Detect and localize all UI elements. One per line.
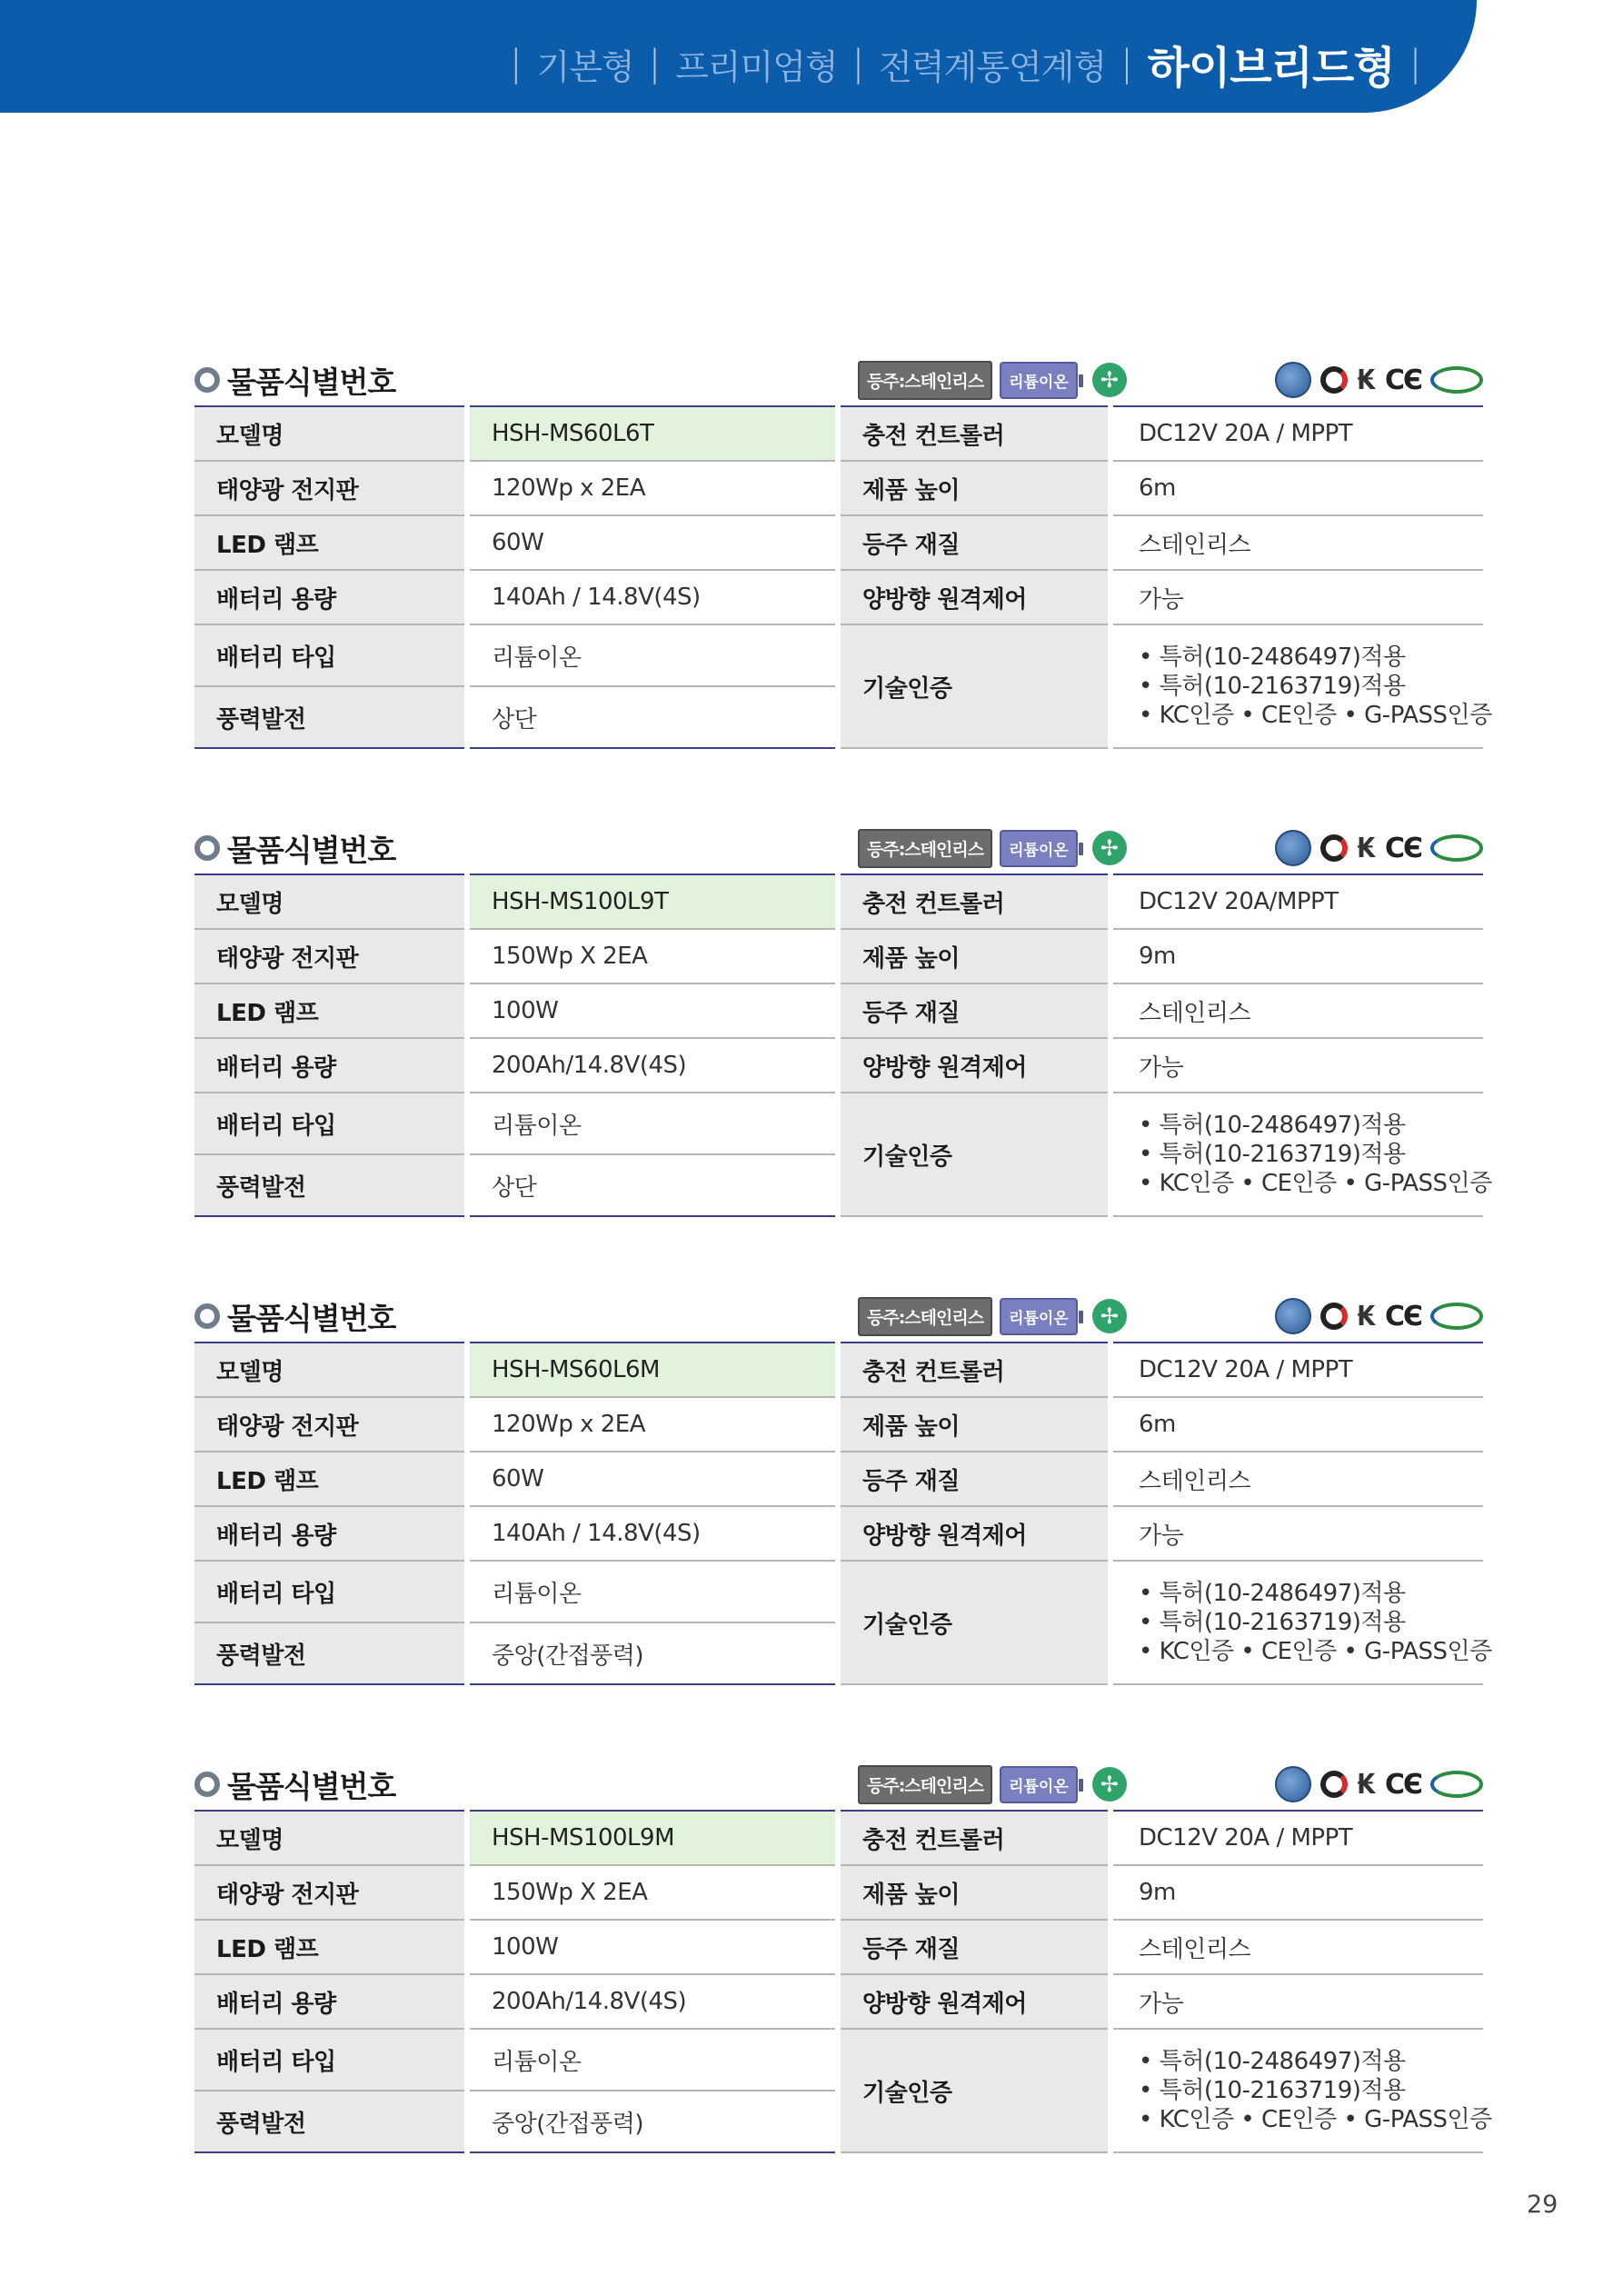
lithium-battery-badge: 리튬이온 xyxy=(1000,362,1078,399)
ce-mark-icon: CЄ xyxy=(1384,832,1421,864)
pole-material-label: 등주 재질 xyxy=(838,515,1110,570)
globe-cert-icon xyxy=(1275,362,1311,398)
remote-label: 양방향 원격제어 xyxy=(838,1974,1110,2029)
wind-turbine-icon: ✢ xyxy=(1092,1767,1127,1802)
controller-label: 충전 컨트롤러 xyxy=(838,874,1110,929)
spec-table xyxy=(194,1810,1492,2153)
remote-value: 가능 xyxy=(1110,1974,1483,2029)
height-value: 9m xyxy=(1110,929,1483,983)
tab-grid-connected[interactable]: 전력계통연계형 xyxy=(879,46,1107,87)
table-row xyxy=(194,1093,1483,1154)
pole-material-badge: 등주:스테인리스 xyxy=(858,361,992,400)
remote-value: 가능 xyxy=(1110,570,1483,624)
pole-material-value: 스테인리스 xyxy=(1110,1452,1483,1506)
height-value: 6m xyxy=(1110,461,1483,515)
block-header xyxy=(194,354,1483,405)
g-mark-icon xyxy=(1320,1771,1348,1798)
gpass-mark-icon xyxy=(1430,1303,1483,1330)
model-value: HSH-MS100L9T xyxy=(467,874,838,929)
battery-type-value: 리튬이온 xyxy=(467,1561,838,1622)
page-number: 29 xyxy=(1527,2191,1558,2219)
spec-table xyxy=(194,1342,1492,1685)
block-header xyxy=(194,1291,1483,1342)
pole-material-badge: 등주:스테인리스 xyxy=(858,1297,992,1336)
height-label: 제품 높이 xyxy=(838,1397,1110,1452)
tech-value xyxy=(1110,1093,1492,1216)
wind-turbine-icon: ✢ xyxy=(1092,1299,1127,1333)
table-row xyxy=(194,461,1483,515)
kc-mark-icon: ₭ xyxy=(1357,1300,1376,1333)
category-tabs: | 기본형 | 프리미엄형 | 전력계통연계형 | 하이브리드형 | xyxy=(495,36,1436,91)
model-value: HSH-MS60L6T xyxy=(467,406,838,461)
led-label: LED 램프 xyxy=(194,983,467,1038)
table-row xyxy=(194,1506,1483,1561)
ring-bullet-icon xyxy=(194,835,220,861)
globe-cert-icon xyxy=(1275,1766,1311,1802)
led-label: LED 램프 xyxy=(194,1452,467,1506)
lithium-battery-badge: 리튬이온 xyxy=(1000,830,1078,867)
gpass-mark-icon xyxy=(1430,366,1483,394)
ring-bullet-icon xyxy=(194,1303,220,1329)
battery-type-value: 리튬이온 xyxy=(467,624,838,686)
battery-type-value: 리튬이온 xyxy=(467,1093,838,1154)
model-label: 모델명 xyxy=(194,1343,467,1397)
wind-value: 상단 xyxy=(467,1154,838,1216)
table-row xyxy=(194,406,1483,461)
table-row xyxy=(194,624,1483,686)
model-value: HSH-MS100L9M xyxy=(467,1811,838,1865)
tech-line: • KC인증 • CE인증 • G-PASS인증 xyxy=(1139,1170,1492,1197)
tab-hybrid[interactable]: 하이브리드형 xyxy=(1147,42,1395,94)
product-block xyxy=(194,354,1492,749)
tech-line: • KC인증 • CE인증 • G-PASS인증 xyxy=(1139,702,1492,729)
pole-material-value: 스테인리스 xyxy=(1110,515,1483,570)
table-row xyxy=(194,929,1483,983)
ring-bullet-icon xyxy=(194,367,220,393)
wind-value: 상단 xyxy=(467,686,838,748)
table-row xyxy=(194,1865,1483,1920)
solar-value: 150Wp X 2EA xyxy=(467,1865,838,1920)
tech-label: 기술인증 xyxy=(838,1561,1110,1684)
battery-type-label: 배터리 타입 xyxy=(194,1561,467,1622)
capacity-label: 배터리 용량 xyxy=(194,1974,467,2029)
ring-bullet-icon xyxy=(194,1772,220,1797)
controller-value: DC12V 20A / MPPT xyxy=(1110,406,1483,461)
g-mark-icon xyxy=(1320,1303,1348,1330)
controller-value: DC12V 20A / MPPT xyxy=(1110,1343,1483,1397)
capacity-label: 배터리 용량 xyxy=(194,1038,467,1093)
tech-line: • 특허(10-2163719)적용 xyxy=(1139,1609,1406,1636)
ce-mark-icon: CЄ xyxy=(1384,1768,1421,1801)
table-row xyxy=(194,1343,1483,1397)
block-header xyxy=(194,1759,1483,1810)
pole-material-value: 스테인리스 xyxy=(1110,1920,1483,1974)
table-row xyxy=(194,874,1483,929)
tech-value xyxy=(1110,1561,1492,1684)
controller-label: 충전 컨트롤러 xyxy=(838,1343,1110,1397)
table-row xyxy=(194,1397,1483,1452)
controller-label: 충전 컨트롤러 xyxy=(838,406,1110,461)
led-value: 100W xyxy=(467,1920,838,1974)
product-block xyxy=(194,1291,1492,1685)
table-row xyxy=(194,1038,1483,1093)
tech-line: • 특허(10-2486497)적용 xyxy=(1139,2048,1406,2075)
tech-line: • 특허(10-2486497)적용 xyxy=(1139,1580,1406,1607)
tech-line: • 특허(10-2163719)적용 xyxy=(1139,1141,1406,1168)
certification-icons xyxy=(1275,362,1483,398)
battery-type-label: 배터리 타입 xyxy=(194,1093,467,1154)
tech-line: • 특허(10-2486497)적용 xyxy=(1139,1112,1406,1139)
battery-type-value: 리튬이온 xyxy=(467,2029,838,2091)
table-row xyxy=(194,515,1483,570)
solar-value: 150Wp X 2EA xyxy=(467,929,838,983)
certification-icons xyxy=(1275,830,1483,866)
section-title: 물품식별번호 xyxy=(227,832,396,868)
spec-table xyxy=(194,873,1492,1217)
led-value: 60W xyxy=(467,515,838,570)
table-row xyxy=(194,1452,1483,1506)
tech-label: 기술인증 xyxy=(838,624,1110,748)
battery-type-label: 배터리 타입 xyxy=(194,2029,467,2091)
kc-mark-icon: ₭ xyxy=(1357,1768,1376,1801)
pole-material-label: 등주 재질 xyxy=(838,1452,1110,1506)
capacity-value: 200Ah/14.8V(4S) xyxy=(467,1038,838,1093)
controller-label: 충전 컨트롤러 xyxy=(838,1811,1110,1865)
tech-value xyxy=(1110,2029,1492,2152)
lithium-battery-badge: 리튬이온 xyxy=(1000,1766,1078,1803)
model-label: 모델명 xyxy=(194,874,467,929)
led-value: 60W xyxy=(467,1452,838,1506)
certification-icons xyxy=(1275,1766,1483,1802)
tech-line: • KC인증 • CE인증 • G-PASS인증 xyxy=(1139,2106,1492,2133)
remote-label: 양방향 원격제어 xyxy=(838,570,1110,624)
globe-cert-icon xyxy=(1275,1298,1311,1334)
height-value: 9m xyxy=(1110,1865,1483,1920)
led-label: LED 램프 xyxy=(194,515,467,570)
pole-material-label: 등주 재질 xyxy=(838,983,1110,1038)
remote-label: 양방향 원격제어 xyxy=(838,1506,1110,1561)
tech-line: • 특허(10-2163719)적용 xyxy=(1139,673,1406,700)
product-block xyxy=(194,823,1492,1217)
solar-value: 120Wp x 2EA xyxy=(467,1397,838,1452)
product-block xyxy=(194,1759,1492,2153)
block-header xyxy=(194,823,1483,873)
tech-value xyxy=(1110,624,1492,748)
table-row xyxy=(194,1920,1483,1974)
wind-label: 풍력발전 xyxy=(194,1154,467,1216)
wind-label: 풍력발전 xyxy=(194,2091,467,2152)
ce-mark-icon: CЄ xyxy=(1384,364,1421,396)
table-row xyxy=(194,983,1483,1038)
gpass-mark-icon xyxy=(1430,1771,1483,1798)
tech-label: 기술인증 xyxy=(838,1093,1110,1216)
remote-value: 가능 xyxy=(1110,1038,1483,1093)
spec-table xyxy=(194,405,1492,749)
capacity-value: 140Ah / 14.8V(4S) xyxy=(467,1506,838,1561)
tab-basic[interactable]: 기본형 xyxy=(536,46,634,87)
kc-mark-icon: ₭ xyxy=(1357,832,1376,864)
model-label: 모델명 xyxy=(194,406,467,461)
wind-label: 풍력발전 xyxy=(194,1622,467,1684)
globe-cert-icon xyxy=(1275,830,1311,866)
section-title: 물품식별번호 xyxy=(227,1300,396,1336)
solar-label: 태양광 전지판 xyxy=(194,929,467,983)
tech-label: 기술인증 xyxy=(838,2029,1110,2152)
battery-type-label: 배터리 타입 xyxy=(194,624,467,686)
controller-value: DC12V 20A/MPPT xyxy=(1110,874,1483,929)
section-title: 물품식별번호 xyxy=(227,1768,396,1804)
model-value: HSH-MS60L6M xyxy=(467,1343,838,1397)
height-label: 제품 높이 xyxy=(838,929,1110,983)
tech-line: • 특허(10-2486497)적용 xyxy=(1139,644,1406,671)
height-label: 제품 높이 xyxy=(838,461,1110,515)
capacity-label: 배터리 용량 xyxy=(194,570,467,624)
solar-label: 태양광 전지판 xyxy=(194,461,467,515)
table-row xyxy=(194,2029,1483,2091)
model-label: 모델명 xyxy=(194,1811,467,1865)
wind-turbine-icon: ✢ xyxy=(1092,831,1127,865)
pole-material-label: 등주 재질 xyxy=(838,1920,1110,1974)
tab-premium[interactable]: 프리미엄형 xyxy=(675,46,838,87)
wind-value: 중앙(간접풍력) xyxy=(467,1622,838,1684)
pole-material-badge: 등주:스테인리스 xyxy=(858,829,992,868)
capacity-value: 200Ah/14.8V(4S) xyxy=(467,1974,838,2029)
certification-icons xyxy=(1275,1298,1483,1334)
wind-value: 중앙(간접풍력) xyxy=(467,2091,838,2152)
wind-label: 풍력발전 xyxy=(194,686,467,748)
solar-label: 태양광 전지판 xyxy=(194,1865,467,1920)
table-row xyxy=(194,570,1483,624)
pole-material-value: 스테인리스 xyxy=(1110,983,1483,1038)
controller-value: DC12V 20A / MPPT xyxy=(1110,1811,1483,1865)
remote-label: 양방향 원격제어 xyxy=(838,1038,1110,1093)
kc-mark-icon: ₭ xyxy=(1357,364,1376,396)
g-mark-icon xyxy=(1320,834,1348,862)
led-value: 100W xyxy=(467,983,838,1038)
gpass-mark-icon xyxy=(1430,834,1483,862)
table-row xyxy=(194,1811,1483,1865)
solar-value: 120Wp x 2EA xyxy=(467,461,838,515)
table-row xyxy=(194,1974,1483,2029)
table-row xyxy=(194,1561,1483,1622)
lithium-battery-badge: 리튬이온 xyxy=(1000,1298,1078,1335)
capacity-label: 배터리 용량 xyxy=(194,1506,467,1561)
wind-turbine-icon: ✢ xyxy=(1092,363,1127,397)
section-title: 물품식별번호 xyxy=(227,364,396,400)
tech-line: • 특허(10-2163719)적용 xyxy=(1139,2077,1406,2104)
solar-label: 태양광 전지판 xyxy=(194,1397,467,1452)
tech-line: • KC인증 • CE인증 • G-PASS인증 xyxy=(1139,1638,1492,1665)
ce-mark-icon: CЄ xyxy=(1384,1300,1421,1333)
capacity-value: 140Ah / 14.8V(4S) xyxy=(467,570,838,624)
pole-material-badge: 등주:스테인리스 xyxy=(858,1765,992,1804)
height-value: 6m xyxy=(1110,1397,1483,1452)
remote-value: 가능 xyxy=(1110,1506,1483,1561)
led-label: LED 램프 xyxy=(194,1920,467,1974)
height-label: 제품 높이 xyxy=(838,1865,1110,1920)
g-mark-icon xyxy=(1320,366,1348,394)
